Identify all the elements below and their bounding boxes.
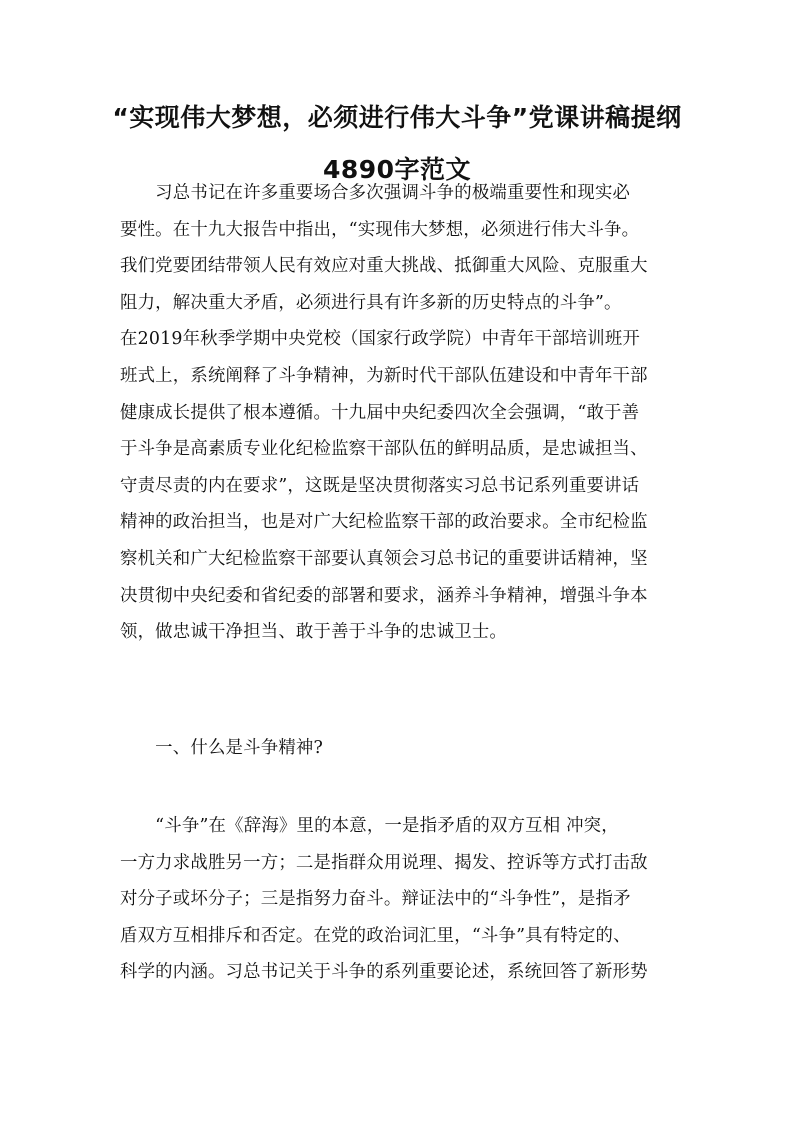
paragraph-line: 班式上，系统阐释了斗争精神，为新时代干部队伍建设和中青年干部 (120, 365, 648, 386)
paragraph-line: 要性。在十九大报告中指出，“实现伟大梦想，必须进行伟大斗争。 (120, 219, 640, 240)
paragraph-line: 精神的政治担当，也是对广大纪检监察干部的政治要求。全市纪检监 (120, 512, 648, 533)
paragraph-line: 于斗争是高素质专业化纪检监察干部队伍的鲜明品质，是忠诚担当、 (120, 439, 648, 460)
title-line-2: 4890字范文 (322, 155, 472, 184)
paragraph-line: 阻力，解决重大矛盾，必须进行具有许多新的历史特点的斗争”。 (120, 292, 622, 313)
paragraph-line: 察机关和广大纪检监察干部要认真领会习总书记的重要讲话精神，坚 (120, 548, 648, 569)
paragraph-line: 我们党要团结带领人民有效应对重大挑战、抵御重大风险、克服重大 (120, 256, 648, 277)
paragraph-1 (120, 175, 680, 651)
section-heading (120, 730, 680, 767)
paragraph-line: “斗争”在《辞海》里的本意，一是指矛盾的双方互相 冲突， (120, 816, 619, 836)
paragraph-line: 守责尽责的内在要求”，这既是坚决贯彻落实习总书记系列重要讲话 (120, 475, 640, 496)
paragraph-line: 一方力求战胜另一方；二是指群众用说理、揭发、控诉等方式打击敌 (120, 852, 648, 873)
paragraph-line: 健康成长提供了根本遵循。十九届中央纪委四次全会强调，“敢于善 (120, 402, 640, 423)
paragraph-line: 在2019年秋季学期中央党校（国家行政学院）中青年干部培训班开 (120, 329, 641, 350)
paragraph-line: 科学的内涵。习总书记关于斗争的系列重要论述，系统回答了新形势 (120, 962, 648, 983)
paragraph-line: 领，做忠诚干净担当、敢于善于斗争的忠诚卫士。 (120, 622, 507, 643)
title-line-1: “实现伟大梦想，必须进行伟大斗争”党课讲稿提纲 (112, 103, 682, 132)
section-heading-text: 一、什么是斗争精神? (120, 738, 324, 758)
paragraph-line: 盾双方互相排斥和否定。在党的政治词汇里，“斗争”具有特定的、 (120, 925, 631, 946)
paragraph-line: 对分子或坏分子；三是指努力奋斗。辩证法中的“斗争性”，是指矛 (120, 889, 631, 910)
paragraph-line: 习总书记在许多重要场合多次强调斗争的极端重要性和现实必 (120, 183, 631, 203)
paragraph-line: 决贯彻中央纪委和省纪委的部署和要求，涵养斗争精神，增强斗争本 (120, 585, 648, 606)
paragraph-2 (120, 808, 680, 991)
